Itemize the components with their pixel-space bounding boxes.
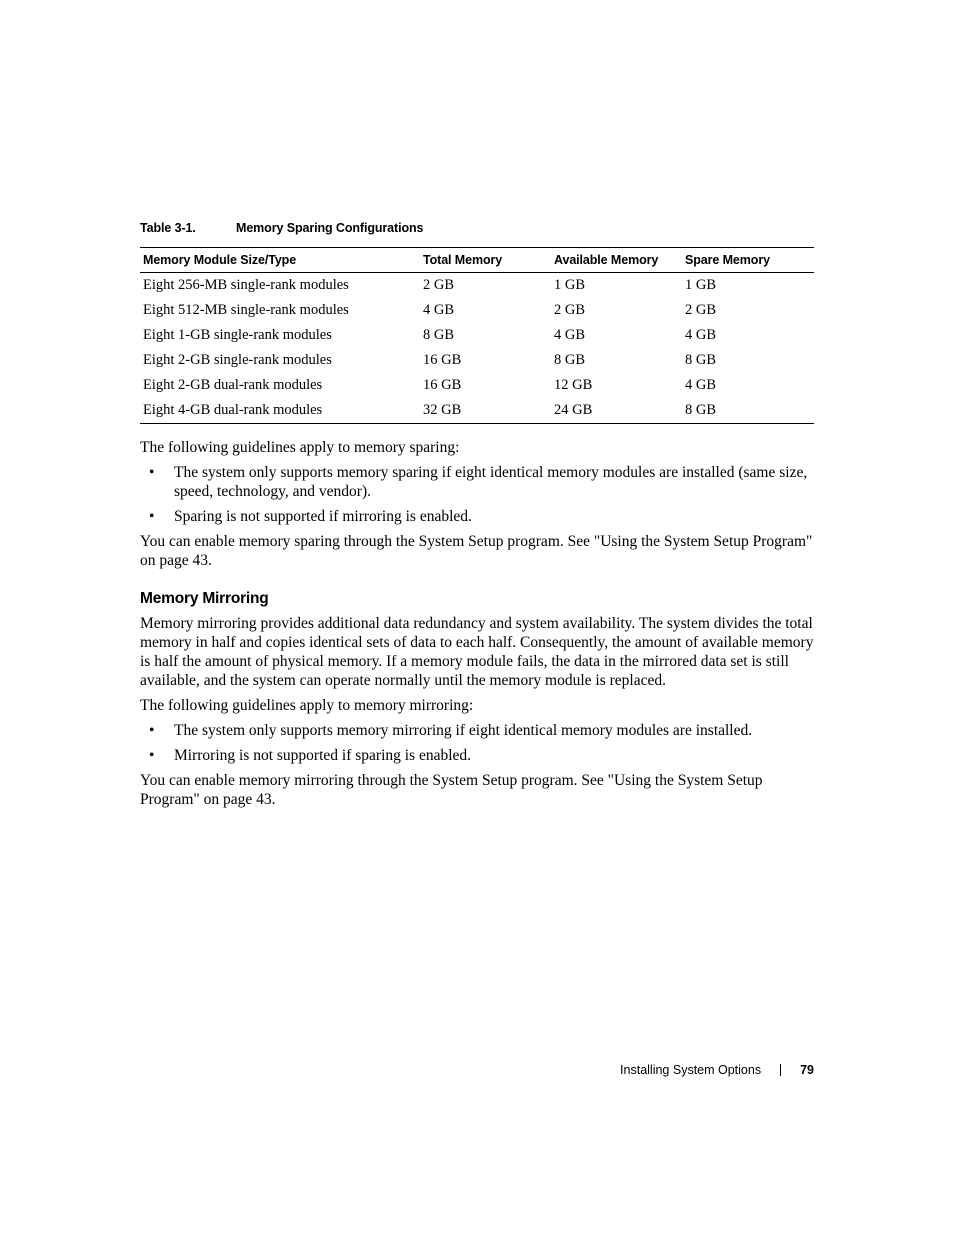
mirroring-enable-text: You can enable memory mirroring through the System Setup program. See "Using the System Setup Program" on page 43. (140, 772, 763, 808)
sparing-guidelines-list (140, 463, 814, 526)
column-header-total: Total Memory (420, 248, 551, 273)
bullet-icon: • (149, 747, 155, 764)
table-header-row (140, 248, 814, 273)
list-item (140, 721, 814, 740)
table-cell: 4 GB (554, 327, 586, 343)
table-caption-number: Table 3-1. (140, 221, 196, 235)
column-header-available: Available Memory (551, 248, 682, 273)
table-cell: Eight 2-GB single-rank modules (143, 352, 332, 368)
memory-sparing-table (140, 247, 814, 424)
table-row (140, 323, 814, 348)
table-cell: 32 GB (420, 398, 551, 424)
mirroring-guidelines-intro: The following guidelines apply to memory mirroring: (140, 697, 474, 714)
table-row (140, 348, 814, 373)
table-cell: 1 GB (554, 277, 586, 293)
list-item-text: Sparing is not supported if mirroring is enabled. (174, 508, 472, 525)
table-cell: Eight 256-MB single-rank modules (143, 277, 349, 293)
table-cell: 8 GB (682, 398, 814, 424)
table-cell: 4 GB (423, 302, 455, 318)
page-footer (620, 1061, 814, 1079)
mirroring-guidelines-list (140, 721, 814, 765)
list-item-text: The system only supports memory sparing if eight identical memory modules are installed (same size, speed, technology, and vendor). (174, 464, 808, 500)
table-cell: 16 GB (423, 352, 462, 368)
table-cell: 2 GB (554, 302, 586, 318)
table-caption-title: Memory Sparing Configurations (236, 221, 424, 235)
bullet-icon: • (149, 722, 155, 739)
mirroring-description: Memory mirroring provides additional data redundancy and system availability. The system divides the total memory in half and copies identical sets of data to each half. Consequently, the amount of available memory is half the amount of physical memory. If a memory module fails, the data in the mirrored data set is still available, and the system can operate normally until the memory module is replaced. (140, 615, 814, 689)
table-cell: Eight 4-GB dual-rank modules (140, 398, 420, 424)
column-header-module: Memory Module Size/Type (140, 248, 420, 273)
table-cell: 2 GB (685, 302, 717, 318)
table-cell: 12 GB (554, 377, 593, 393)
table-cell: 8 GB (423, 327, 455, 343)
page-content (140, 219, 814, 809)
footer-section-title: Installing System Options (620, 1063, 762, 1077)
bullet-icon: • (149, 508, 155, 525)
table-cell: Eight 2-GB dual-rank modules (143, 377, 323, 393)
section-heading-memory-mirroring: Memory Mirroring (140, 590, 269, 607)
table-cell: 4 GB (685, 327, 717, 343)
table-row (140, 298, 814, 323)
sparing-enable-text: You can enable memory sparing through the System Setup program. See "Using the System Setup Program" on page 43. (140, 533, 813, 569)
list-item-text: The system only supports memory mirroring if eight identical memory modules are installed. (174, 722, 753, 739)
footer-divider (780, 1064, 781, 1076)
list-item (140, 463, 814, 501)
list-item (140, 507, 814, 526)
table-caption (140, 219, 814, 237)
table-cell: 24 GB (551, 398, 682, 424)
list-item-text: Mirroring is not supported if sparing is enabled. (174, 747, 472, 764)
table-cell: 16 GB (423, 377, 462, 393)
table-row (140, 373, 814, 398)
bullet-icon: • (149, 464, 155, 481)
table-cell: Eight 512-MB single-rank modules (143, 302, 349, 318)
table-cell: 2 GB (423, 277, 455, 293)
table-cell: 8 GB (554, 352, 586, 368)
table-cell: 4 GB (685, 377, 717, 393)
table-cell: 8 GB (685, 352, 717, 368)
page-number: 79 (800, 1063, 814, 1077)
table-cell: Eight 1-GB single-rank modules (143, 327, 332, 343)
table-row (140, 273, 814, 299)
table-row (140, 398, 814, 424)
sparing-guidelines-intro: The following guidelines apply to memory sparing: (140, 439, 460, 456)
list-item (140, 746, 814, 765)
table-cell: 1 GB (685, 277, 717, 293)
column-header-spare: Spare Memory (682, 248, 814, 273)
